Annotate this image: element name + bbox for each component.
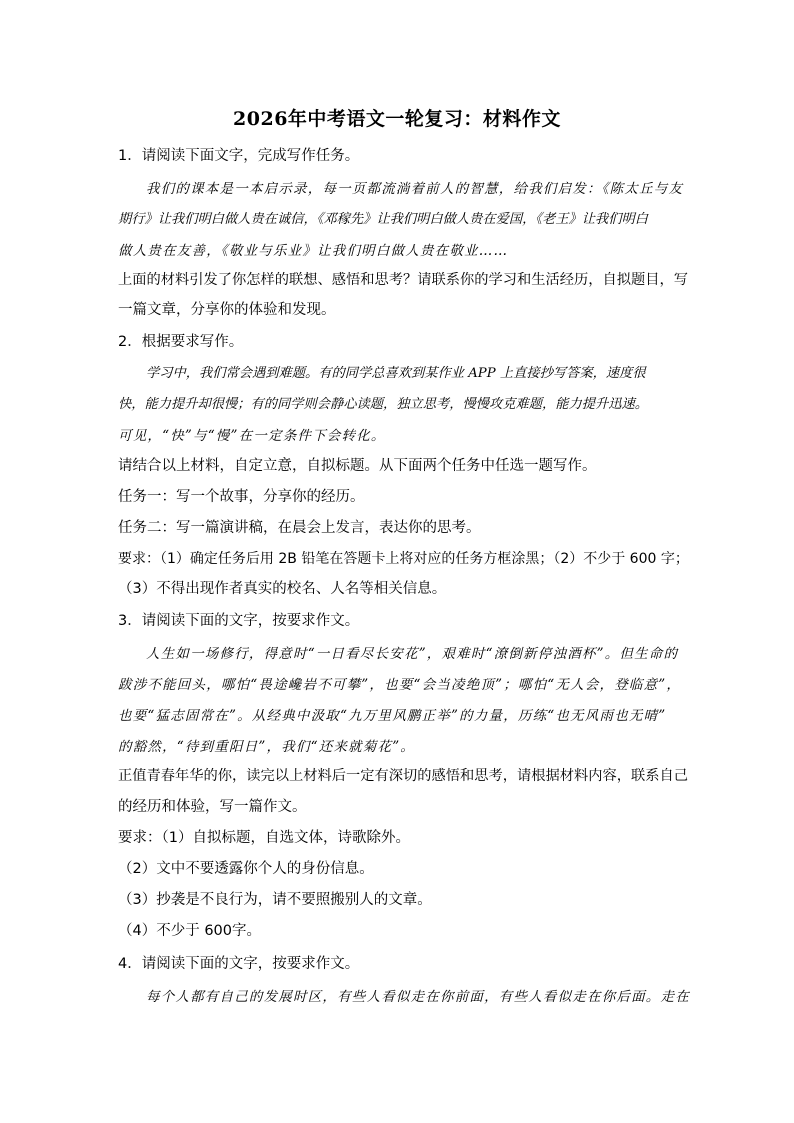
- question-3-material-line: 人生如一场修行，得意时“一日看尽长安花”，艰难时“潦倒新停浊酒杯”。但生命的: [146, 646, 679, 662]
- question-2-requirement-line: 要求：（1）确定任务后用 2B 铅笔在答题卡上将对应的任务方框涂黑；（2）不少于 600 字；: [118, 551, 689, 567]
- question-1-material-line: 期行》让我们明白做人贵在诚信，《邓稼先》让我们明白做人贵在爱国，《老王》让我们明白: [118, 212, 649, 227]
- question-4-material-line: 每个人都有自己的发展时区，有些人看似走在你前面，有些人看似走在你后面。走在: [146, 989, 690, 1005]
- question-3-requirement-line: （2）文中不要透露你个人的身份信息。: [118, 861, 374, 877]
- question-2-material-line: 可见，“快”与“慢”在一定条件下会转化。: [118, 428, 386, 444]
- question-2-material-line: 快，能力提升却很慢；有的同学则会静心读题，独立思考，慢慢攻克难题，能力提升迅速。: [118, 397, 649, 412]
- question-2-prompt-line: 请结合以上材料，自定立意，自拟标题。从下面两个任务中任选一题写作。: [118, 458, 597, 474]
- question-3-requirement-line: 要求：（1）自拟标题，自选文体，诗歌除外。: [118, 830, 410, 846]
- question-1-prompt-line: 一篇文章，分享你的体验和发现。: [118, 302, 336, 318]
- question-2-task-2: 任务二：写一篇演讲稿，在晨会上发言，表达你的思考。: [118, 520, 481, 536]
- question-3-requirement-line: （4）不少于 600字。: [118, 923, 262, 939]
- question-3-requirement-line: （3）抄袭是不良行为，请不要照搬别人的文章。: [118, 892, 432, 908]
- question-3-prompt-line: 正值青春年华的你，读完以上材料后一定有深切的感悟和思考，请根据材料内容，联系自己: [118, 768, 689, 784]
- question-1-prompt-line: 上面的材料引发了你怎样的联想、感悟和思考？请联系你的学习和生活经历，自拟题目，写: [118, 272, 689, 288]
- question-1-material-line: 我们的课本是一本启示录，每一页都流淌着前人的智慧，给我们启发：《陈太丘与友: [146, 181, 684, 197]
- question-3-material-line: 也要“猛志固常在”。从经典中汲取“九万里风鹏正举”的力量，历练“也无风雨也无晴”: [118, 708, 667, 724]
- question-4-heading: 4．请阅读下面的文字，按要求作文。: [118, 956, 360, 972]
- question-2-material-line: 学习中，我们常会遇到难题。有的同学总喜欢到某作业 APP 上直接抄写答案，速度很: [146, 366, 646, 381]
- question-1-heading: 1．请阅读下面文字，完成写作任务。: [118, 148, 360, 164]
- question-3-heading: 3．请阅读下面的文字，按要求作文。: [118, 613, 360, 629]
- page-title: 2026年中考语文一轮复习：材料作文: [233, 108, 561, 130]
- question-2-requirement-line: （3）不得出现作者真实的校名、人名等相关信息。: [118, 581, 447, 597]
- question-3-material-line: 跋涉不能回头，哪怕“畏途巉岩不可攀”，也要“会当凌绝顶”；哪怕“无人会，登临意”，: [118, 677, 682, 693]
- question-2-task-1: 任务一：写一个故事，分享你的经历。: [118, 489, 365, 505]
- question-1-material-line: 做人贵在友善，《敬业与乐业》让我们明白做人贵在敬业……: [118, 243, 509, 259]
- question-3-prompt-line: 的经历和体验，写一篇作文。: [118, 799, 307, 815]
- question-2-heading: 2．根据要求写作。: [118, 334, 244, 350]
- question-3-material-line: 的豁然，“待到重阳日”，我们“还来就菊花”。: [118, 739, 416, 755]
